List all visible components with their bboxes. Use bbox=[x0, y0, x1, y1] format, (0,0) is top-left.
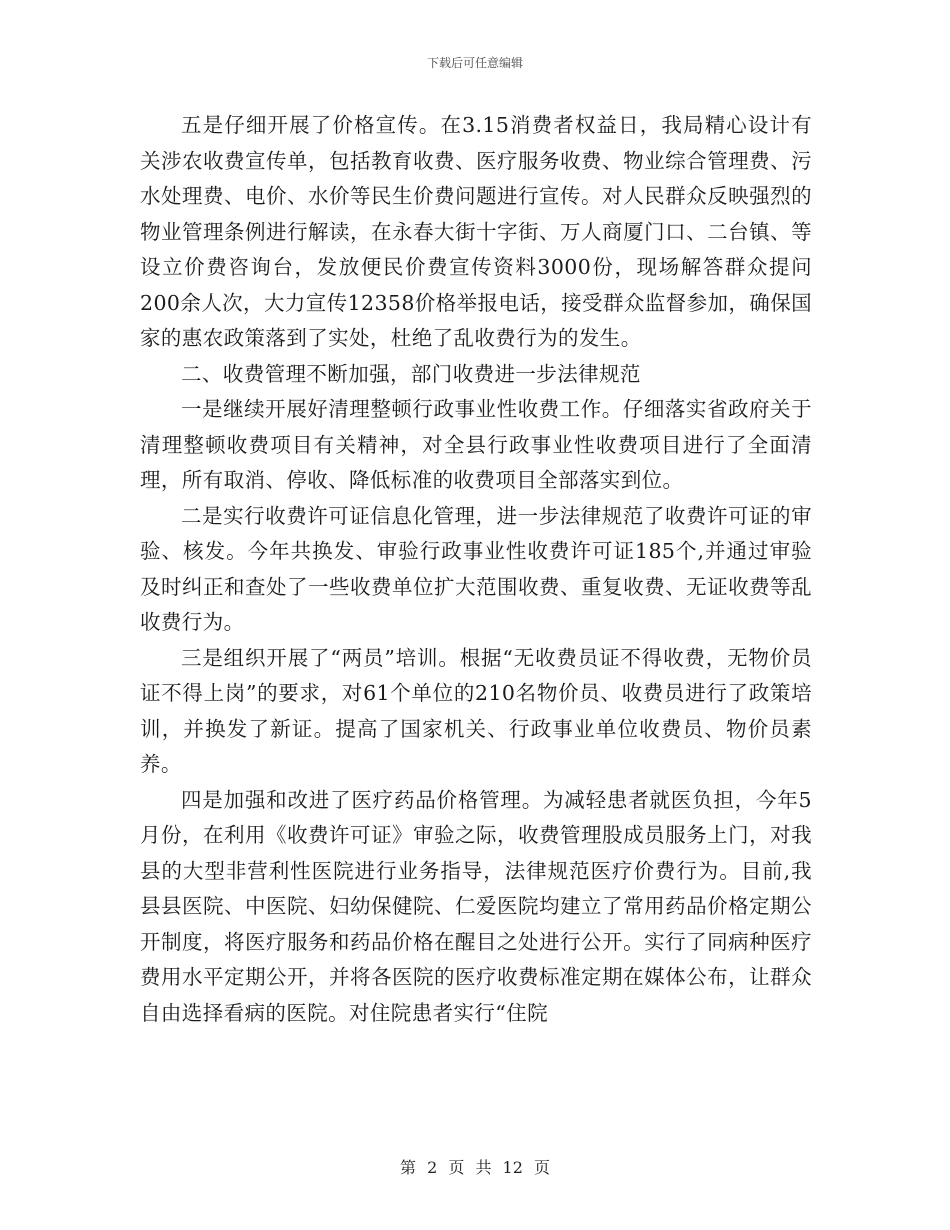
paragraph-fee-cleanup: 一是继续开展好清理整顿行政事业性收费工作。仔细落实省政府关于清理整顿收费项目有关精神，对全县行政事业性收费项目进行了全面清理，所有取消、停收、降低标准的收费项目全部落实到位。 bbox=[140, 397, 812, 492]
section-heading-fee-management: 二、收费管理不断加强，部门收费进一步法律规范 bbox=[181, 361, 641, 386]
paragraph-price-publicity: 五是仔细开展了价格宣传。在3.15消费者权益日，我局精心设计有关涉农收费宣传单，包括教育收费、医疗服务收费、物业综合管理费、污水处理费、电价、水价等民生价费问题进行宣传。对人民群众反映强烈的物业管理条例进行解读，在永春大街十字街、万人商厦门口、二台镇、等设立价费咨询台，发放便民价费宣传资料3000份，现场解答群众提问200余人次，大力宣传12358价格举报电话，接受群众监督参加，确保国家的惠农政策落到了实处，杜绝了乱收费行为的发生。 bbox=[140, 113, 812, 350]
paragraph-staff-training: 三是组织开展了“两员”培训。根据“无收费员证不得收费，无物价员证不得上岗”的要求，对61个单位的210名物价员、收费员进行了政策培训，并换发了新证。提高了国家机关、行政事业单位收费员、物价员素养。 bbox=[140, 645, 812, 776]
page-header: 下载后可任意编辑 bbox=[426, 56, 523, 70]
paragraph-medical-pricing: 四是加强和改进了医疗药品价格管理。为减轻患者就医负担，今年5月份，在利用《收费许可证》审验之际，收费管理股成员服务上门，对我县的大型非营利性医院进行业务指导，法律规范医疗价费行为。目前,我县县医院、中医院、妇幼保健院、仁爱医院均建立了常用药品价格定期公开制度，将医疗服务和药品价格在醒目之处进行公开。实行了同病种医疗费用水平定期公开，并将各医院的医疗收费标准定期在媒体公布，让群众自由选择看病的医院。对住院患者实行“住院 bbox=[140, 787, 812, 1025]
paragraph-fee-license: 二是实行收费许可证信息化管理，进一步法律规范了收费许可证的审验、核发。今年共换发、审验行政事业性收费许可证185个,并通过审验及时纠正和查处了一些收费单位扩大范围收费、重复收费、无证收费等乱收费行为。 bbox=[140, 503, 812, 634]
document-body bbox=[140, 108, 812, 1031]
page-footer: 第 2 页 共 12 页 bbox=[400, 1158, 550, 1177]
